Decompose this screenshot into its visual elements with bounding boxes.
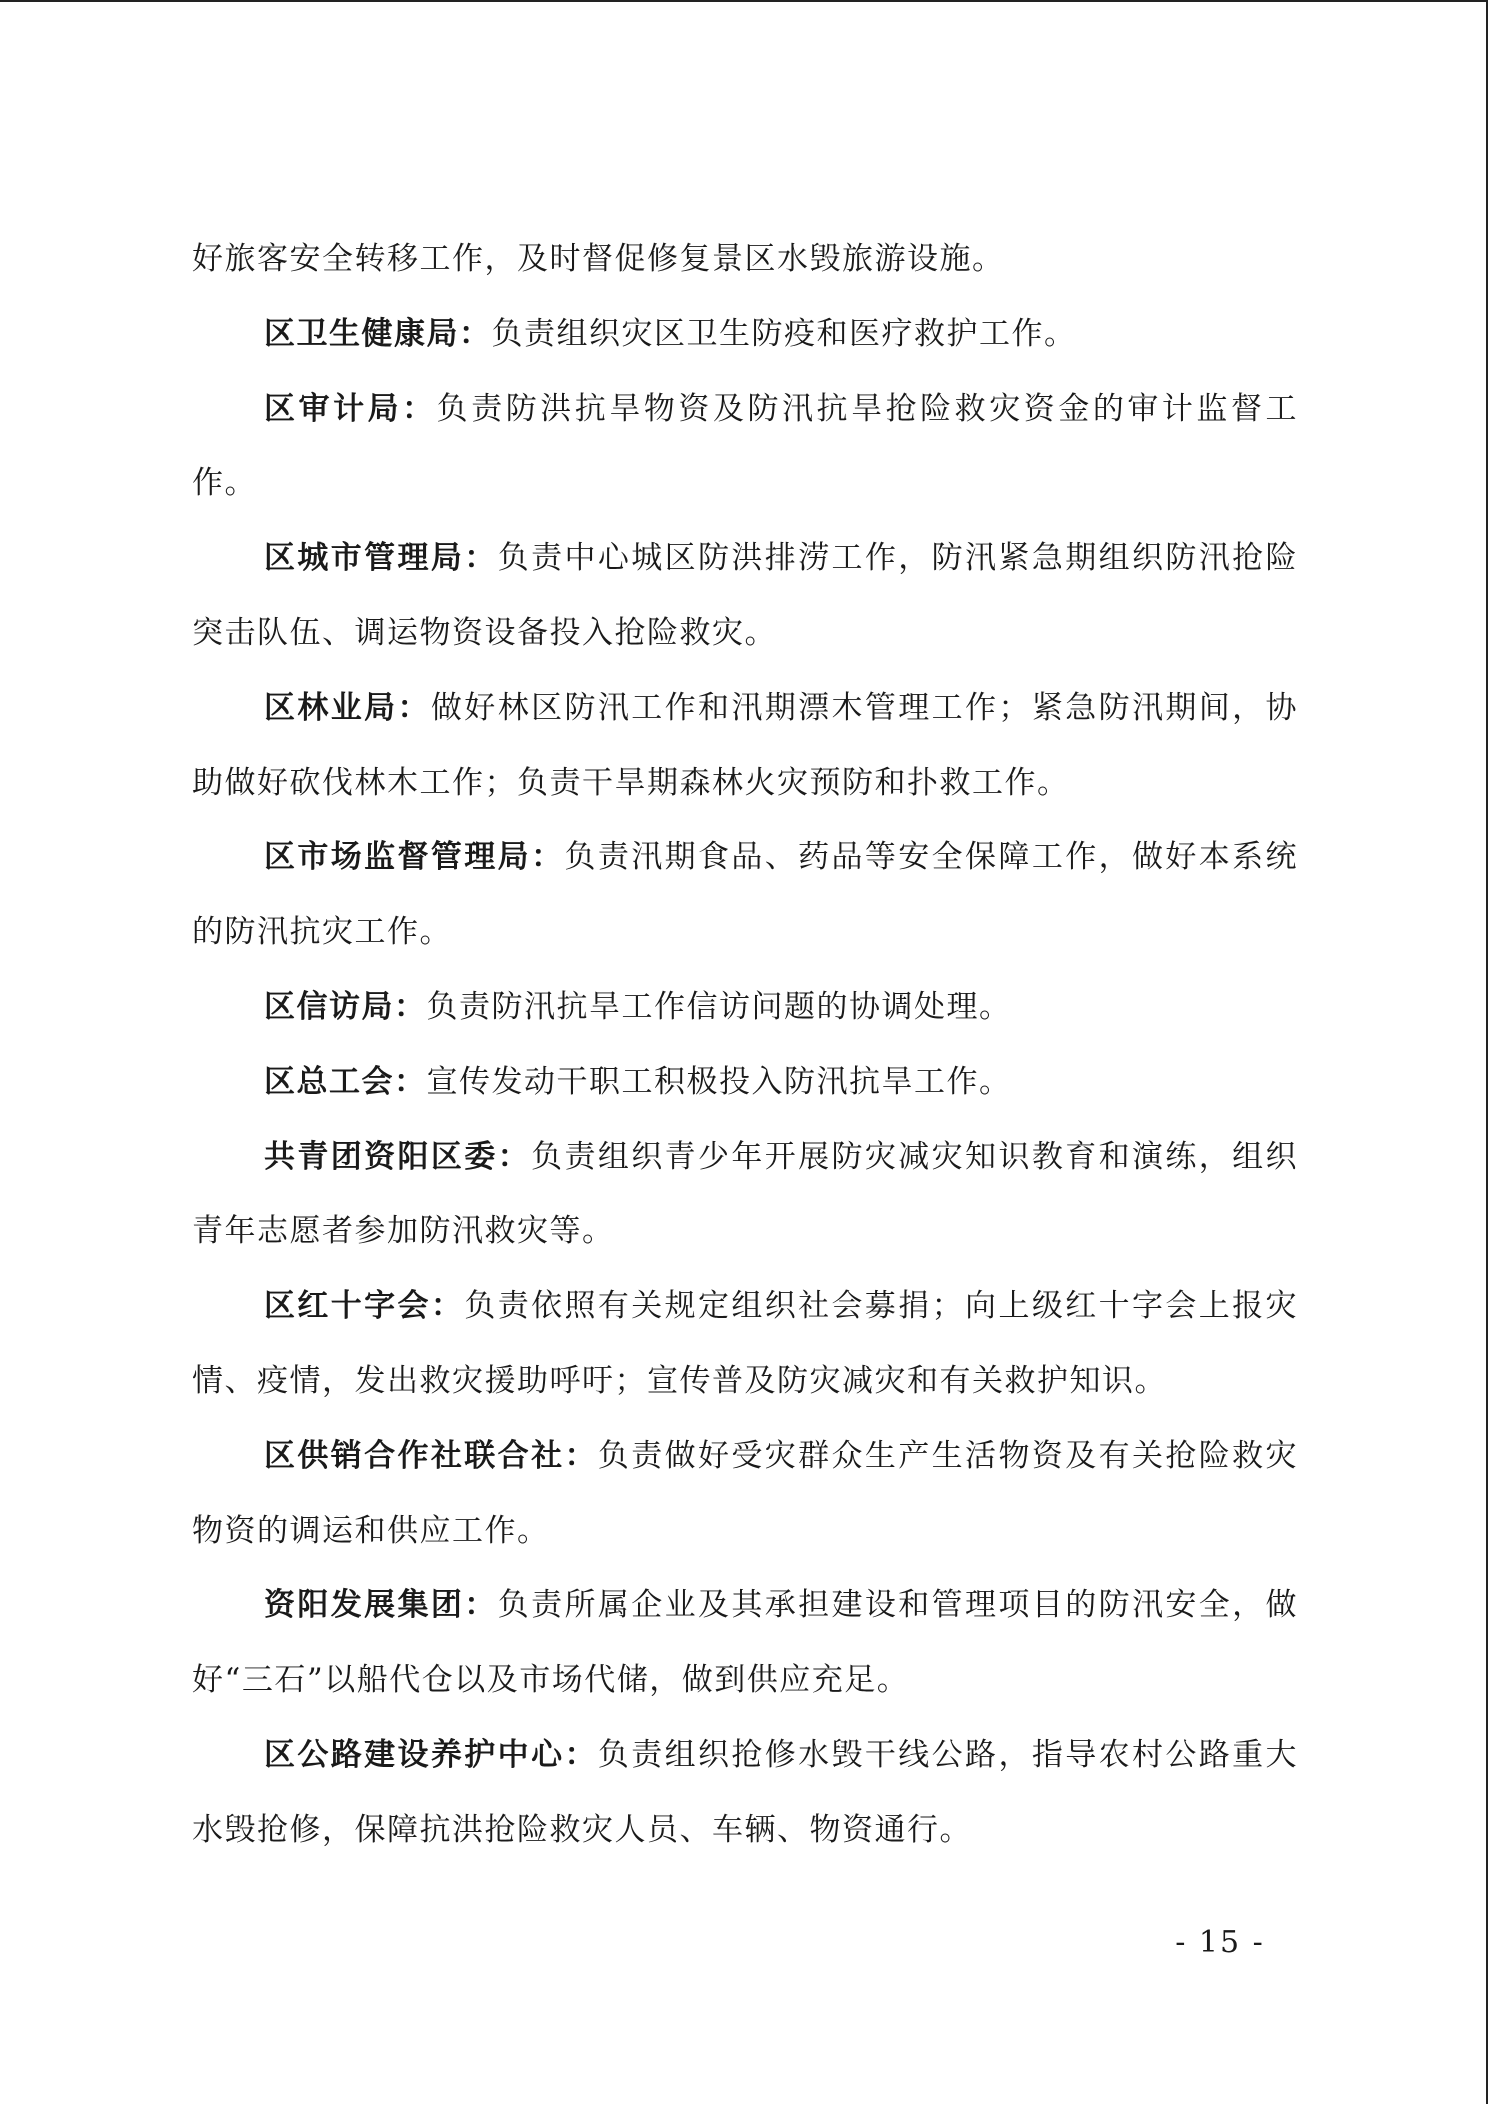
paragraph-text: 负责防洪抗旱物资及防汛抗旱抢险救灾资金的审计监督工作。: [192, 390, 1298, 502]
paragraph-text: 负责做好受灾群众生产生活物资及有关抢险救灾物资的调运和供应工作。: [192, 1437, 1299, 1549]
paragraph-red-cross: [192, 1269, 1298, 1419]
document-body: [192, 222, 1298, 1868]
paragraph-text: 宣传发动干职工积极投入防汛抗旱工作。: [426, 1063, 1012, 1100]
paragraph-text: 做好林区防汛工作和汛期漂木管理工作；紧急防汛期间，协助做好砍伐林木工作；负责干旱期森林火灾预防和扑救工作。: [192, 689, 1299, 801]
paragraph-label: 区城市管理局：: [264, 540, 498, 577]
paragraph-label: 资阳发展集团：: [264, 1587, 498, 1624]
paragraph-label: 区卫生健康局：: [264, 315, 492, 352]
paragraph-development-group: [192, 1568, 1298, 1718]
paragraph-label: 共青团资阳区委：: [264, 1138, 532, 1175]
paragraph-label: 区市场监督管理局：: [264, 839, 565, 876]
paragraph-text: 负责所属企业及其承担建设和管理项目的防汛安全，做好“三石”以船代仓以及市场代储，做到供应充足。: [192, 1587, 1299, 1699]
page-number: - 15 -: [1175, 1925, 1265, 1960]
paragraph-market-supervision: [192, 820, 1298, 970]
paragraph-petition-bureau: [192, 970, 1298, 1045]
paragraph-road-maintenance: [192, 1718, 1298, 1868]
paragraph-text: 负责组织青少年开展防灾减灾知识教育和演练，组织青年志愿者参加防汛救灾等。: [192, 1138, 1299, 1250]
paragraph-text: 好旅客安全转移工作，及时督促修复景区水毁旅游设施。: [192, 241, 1005, 277]
paragraph-label: 区总工会：: [264, 1063, 427, 1100]
paragraph-text: 负责汛期食品、药品等安全保障工作，做好本系统的防汛抗灾工作。: [192, 839, 1299, 951]
paragraph-label: 区信访局：: [264, 988, 427, 1025]
paragraph-label: 区红十字会：: [264, 1288, 465, 1325]
paragraph-supply-cooperative: [192, 1419, 1298, 1569]
paragraph-text: 负责防汛抗旱工作信访问题的协调处理。: [426, 988, 1012, 1025]
paragraph-label: 区林业局：: [264, 689, 431, 726]
paragraph-trade-union: [192, 1045, 1298, 1120]
paragraph-audit-bureau: [192, 372, 1298, 522]
paragraph-text: 负责依照有关规定组织社会募捐；向上级红十字会上报灾情、疫情，发出救灾援助呼吁；宣传普及防灾减灾和有关救护知识。: [192, 1288, 1299, 1399]
paragraph-forestry-bureau: [192, 671, 1298, 821]
paragraph-label: 区供销合作社联合社：: [264, 1437, 598, 1474]
paragraph-urban-management: [192, 521, 1298, 671]
paragraph-continuation: [192, 222, 1298, 297]
paragraph-label: 区审计局：: [264, 390, 437, 427]
paragraph-label: 区公路建设养护中心：: [264, 1736, 598, 1773]
paragraph-text: 负责中心城区防洪排涝工作，防汛紧急期组织防汛抢险突击队伍、调运物资设备投入抢险救灾。: [192, 540, 1299, 651]
paragraph-text: 负责组织抢修水毁干线公路，指导农村公路重大水毁抢修，保障抗洪抢险救灾人员、车辆、物资通行。: [192, 1736, 1299, 1848]
paragraph-youth-league: [192, 1120, 1298, 1270]
paragraph-text: 负责组织灾区卫生防疫和医疗救护工作。: [491, 315, 1077, 352]
paragraph-health-bureau: [192, 297, 1298, 372]
page-border-top: [0, 0, 1488, 2]
